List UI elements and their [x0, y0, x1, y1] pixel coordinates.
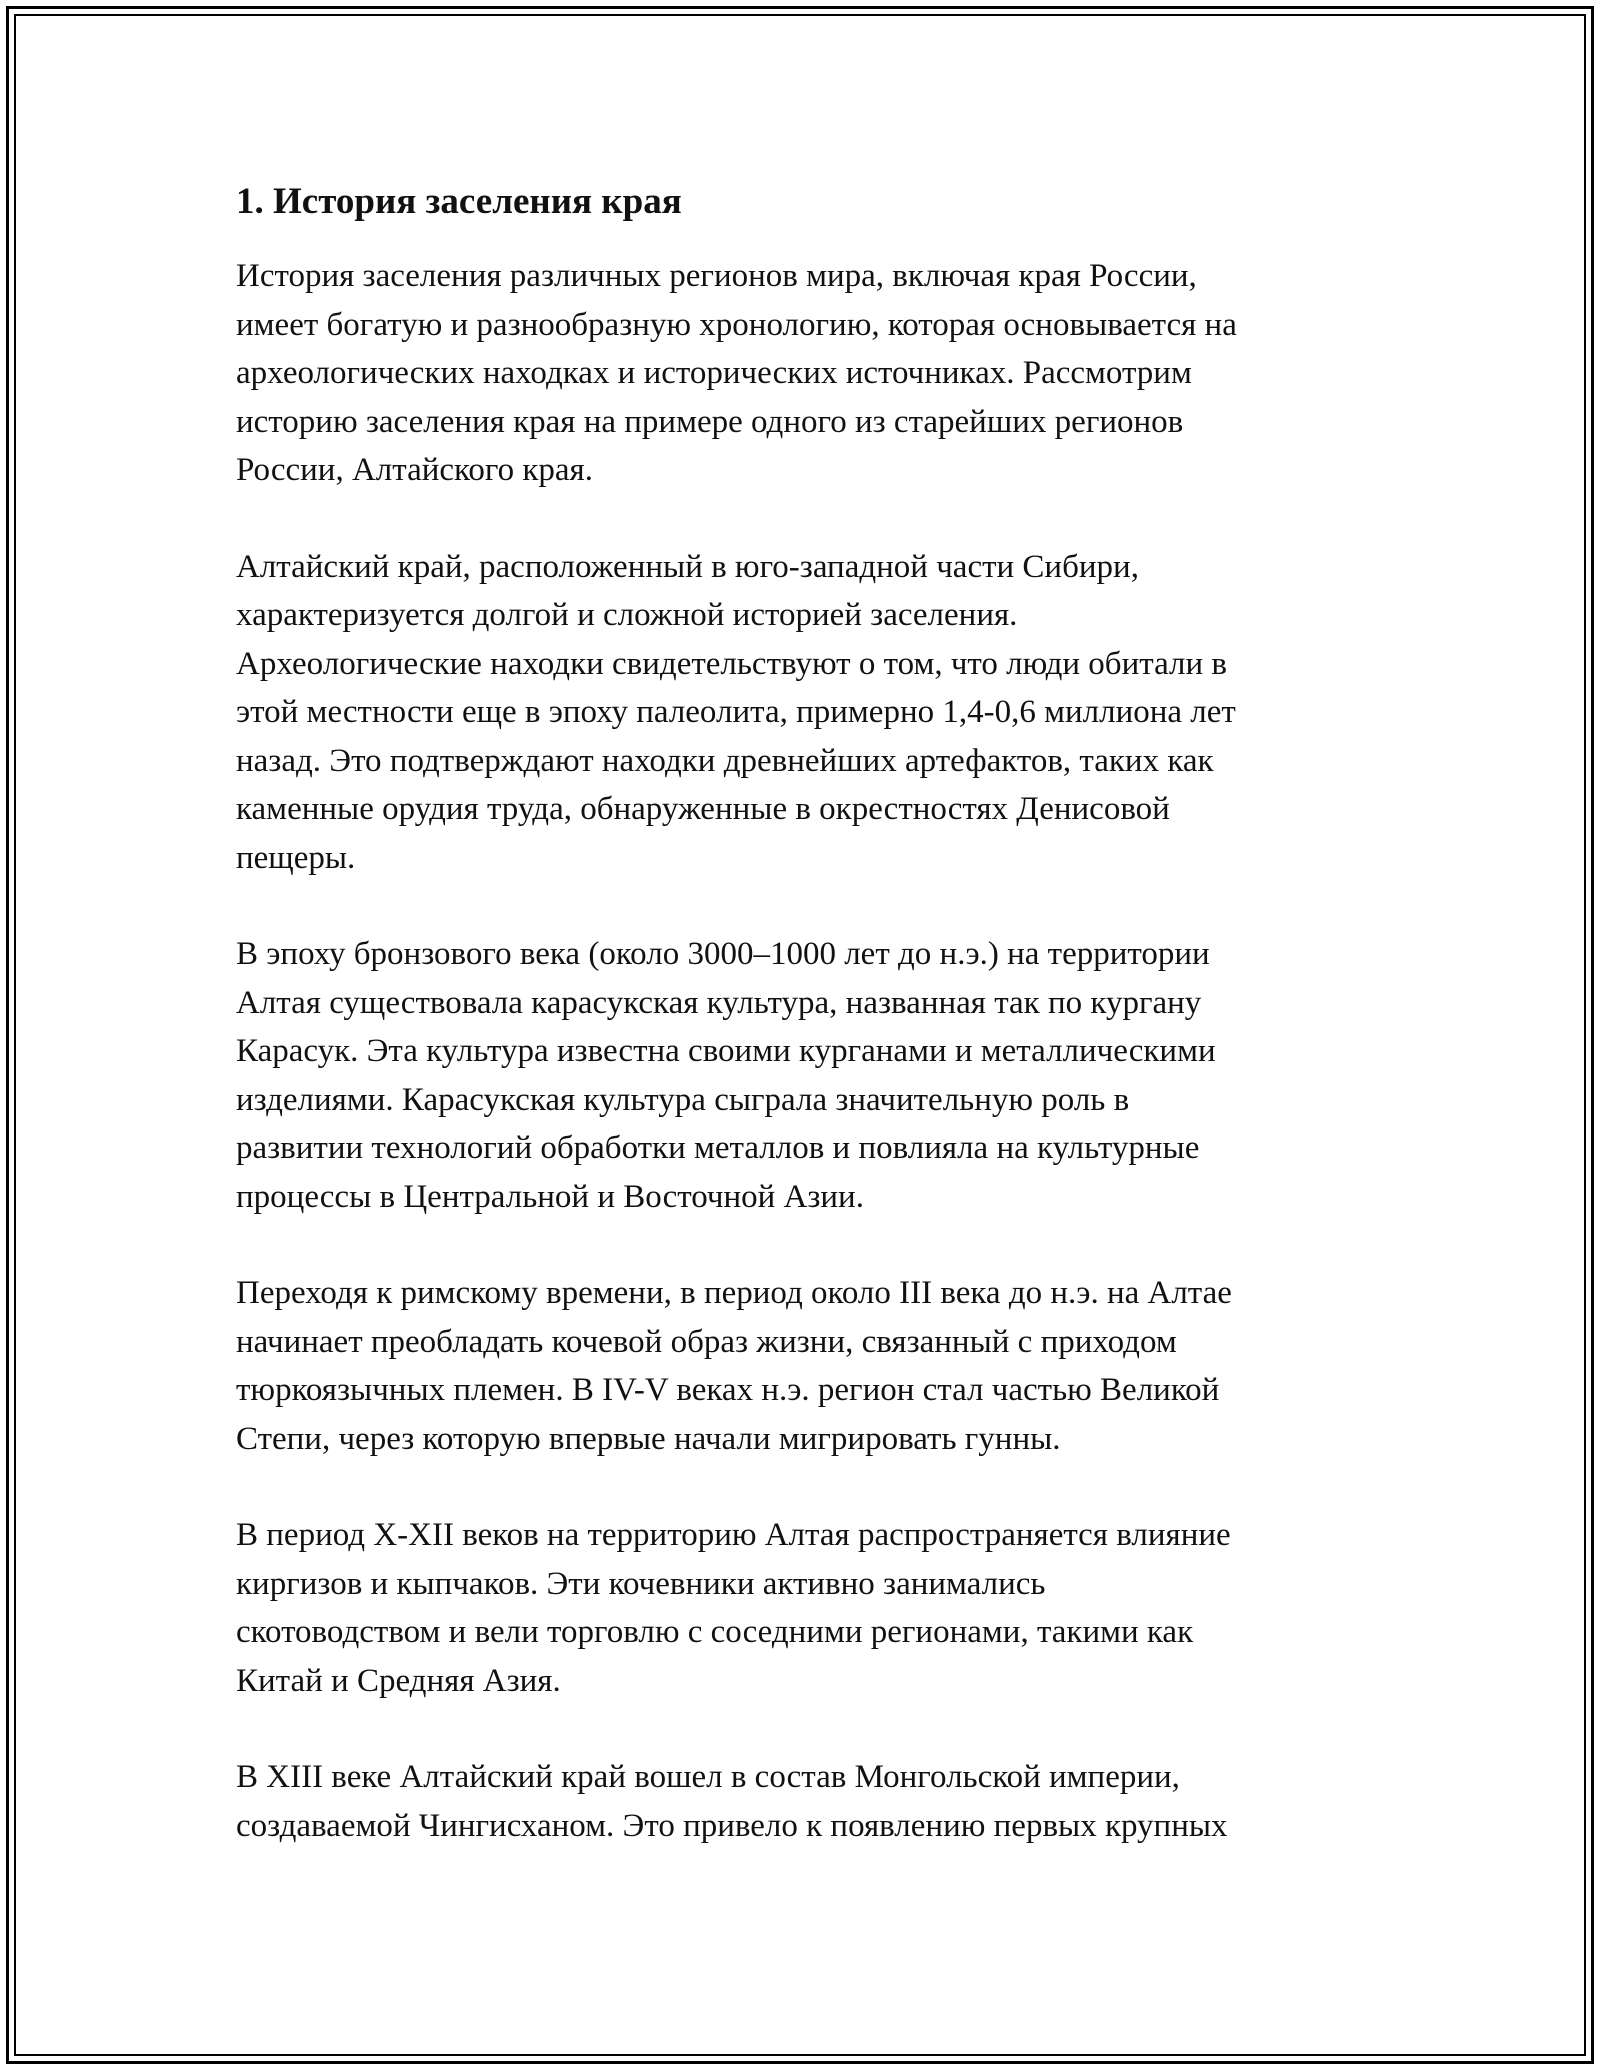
paragraph: В период X-XII веков на территорию Алтая распространяется влияние киргизов и кыпчаков. Эти кочевники активно занимались скотоводством и вели торговлю с соседними регионами, такими как Китай и Средняя Азия.	[236, 1517, 1231, 1699]
document-body	[236, 180, 1366, 1898]
section-title: 1. История заселения края	[236, 181, 682, 222]
paragraph: В XIII веке Алтайский край вошел в состав Монгольской империи, создаваемой Чингисханом. Это привело к появлению первых крупных	[236, 1759, 1228, 1844]
paragraph: История заселения различных регионов мира, включая края России, имеет богатую и разнообразную хронологию, которая основывается на археологических находках и исторических источниках. Рассмотрим историю заселения края на примере одного из старейших регионов России, Алтайского края.	[236, 258, 1237, 489]
paragraph: Переходя к римскому времени, в период около III века до н.э. на Алтае начинает преобладать кочевой образ жизни, связанный с приходом тюркоязычных племен. В IV-V веках н.э. регион стал частью Великой Степи, через которую впервые начали мигрировать гунны.	[236, 1275, 1232, 1457]
paragraph: Алтайский край, расположенный в юго-западной части Сибири, характеризуется долгой и сложной историей заселения. Археологические находки свидетельствуют о том, что люди обитали в этой местности еще в эпоху палеолита, примерно 1,4-0,6 миллиона лет назад. Это подтверждают находки древнейших артефактов, таких как каменные орудия труда, обнаруженные в окрестностях Денисовой пещеры.	[236, 548, 1236, 876]
paragraph: В эпоху бронзового века (около 3000–1000 лет до н.э.) на территории Алтая существовала карасукская культура, названная так по кургану Карасук. Эта культура известна своими курганами и металлическими изделиями. Карасукская культура сыграла значительную роль в развитии технологий обработки металлов и повлияла на культурные процессы в Центральной и Восточной Азии.	[236, 936, 1216, 1215]
